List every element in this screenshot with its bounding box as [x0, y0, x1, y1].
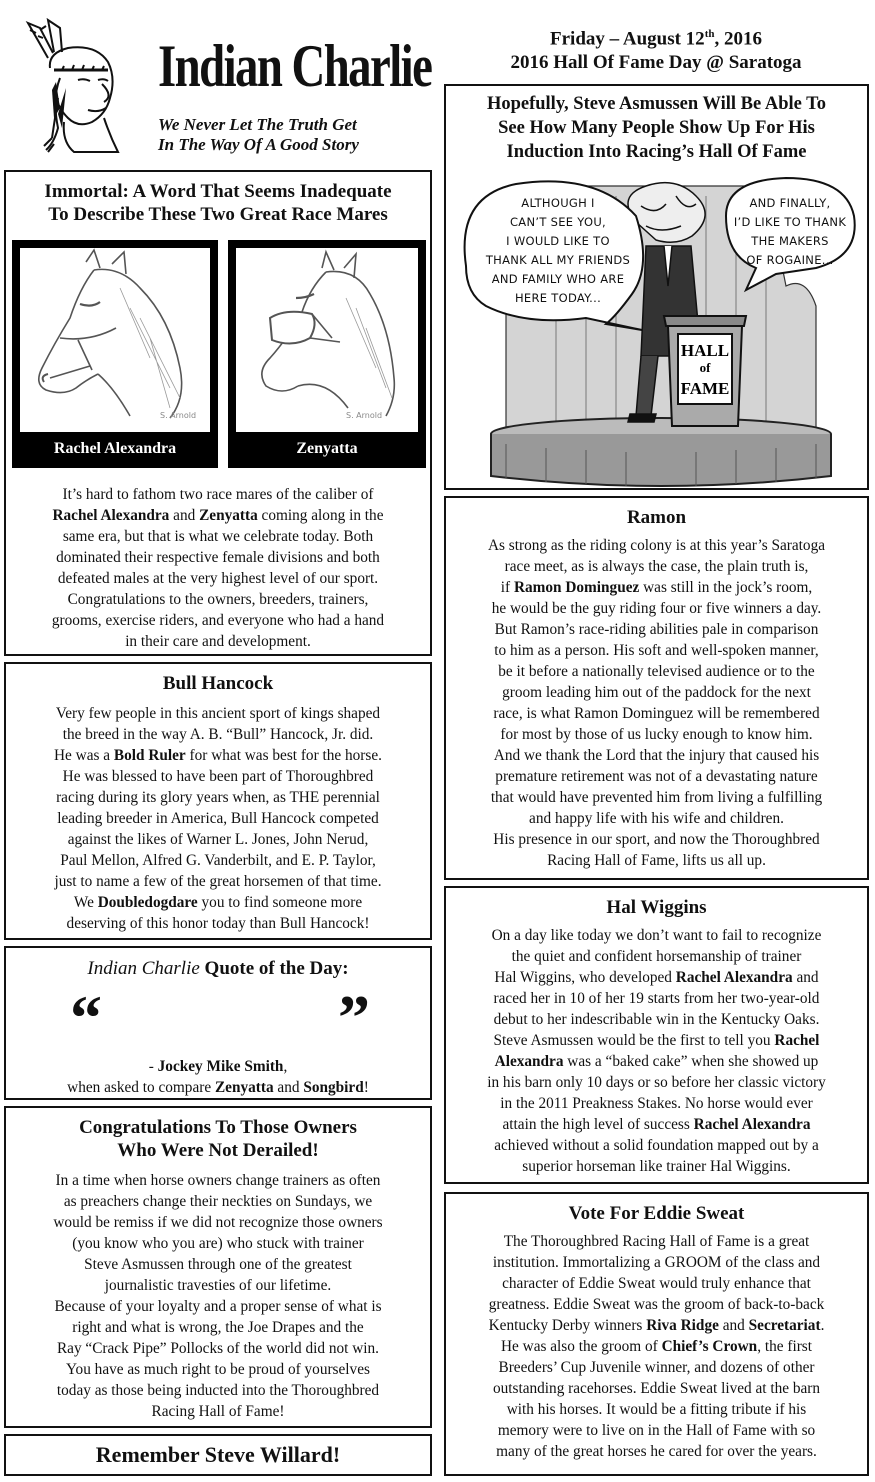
body-line: to him as a person. His soft and well-spoken manner, — [494, 642, 819, 659]
immortal-title-line-2: To Describe These Two Great Race Mares — [48, 204, 388, 225]
span: was still in the jock’s room, — [639, 579, 813, 596]
horse-head-sketch-icon — [236, 248, 418, 432]
body-line: In a time when horse owners change trainers as often — [55, 1172, 381, 1189]
body-line: leading breeder in America, Bull Hancock competed — [57, 810, 379, 827]
alexandra: Alexandra — [494, 1053, 564, 1070]
podium-fame: FAME — [680, 379, 730, 398]
owners-title — [6, 1116, 430, 1162]
hal-wiggins-article — [444, 886, 869, 1184]
span: He was also the groom of — [500, 1338, 662, 1355]
cartoon-article — [444, 84, 869, 490]
cartoon-title-line-3: Induction Into Racing’s Hall Of Fame — [506, 142, 807, 162]
name-zenyatta: Zenyatta — [199, 507, 258, 524]
body-line: Steve Asmussen through one of the greatest — [84, 1256, 352, 1273]
horse-head-sketch-icon — [20, 248, 210, 432]
body-line: just to name a few of the great horsemen of that time. — [54, 873, 382, 890]
body-line: many of the great horses he cared for over the years. — [496, 1443, 817, 1460]
tagline-line-2: In The Way Of A Good Story — [158, 135, 359, 154]
podium-hall: HALL — [680, 341, 730, 360]
body-line: race meet, as is always the case, the plain truth is, — [504, 558, 809, 575]
signature-2: S. Arnold — [346, 411, 383, 420]
span: you to find someone more — [197, 894, 363, 911]
span: and — [169, 507, 200, 524]
signature-1: S. Arnold — [160, 411, 197, 420]
close-quote-mark: ” — [338, 982, 370, 1053]
body-line: same era, but that is what we celebrate today. Both — [62, 528, 374, 545]
stage-platform — [491, 418, 831, 486]
caption-zenyatta: Zenyatta — [296, 440, 358, 457]
body-line: would be remiss if we did not recognize those owners — [53, 1214, 383, 1231]
body-line: for most by those of us lucky enough to know him. — [500, 726, 813, 743]
hal-title: Hal Wiggins — [606, 897, 707, 918]
body-line: in their care and development. — [125, 633, 311, 650]
body-line: in his barn only 10 days or so before her classic victory — [487, 1074, 826, 1091]
bubble-line: AND FINALLY, — [749, 196, 831, 210]
span: - — [148, 1058, 158, 1075]
body-line: Ray “Crack Pipe” Pollocks of the world did not win. — [56, 1340, 380, 1357]
body-line: be it before a nationally televised audience or to the — [498, 663, 815, 680]
riva-ridge: Riva Ridge — [646, 1317, 719, 1334]
rachel-alexandra: Rachel Alexandra — [675, 969, 793, 986]
bubble-line: AND FAMILY WHO ARE — [491, 272, 625, 286]
body-line: Very few people in this ancient sport of kings shaped — [55, 705, 381, 722]
body-line: superior horseman like trainer Hal Wiggins. — [522, 1158, 791, 1175]
bold-ruler: Bold Ruler — [113, 747, 186, 764]
songbird: Songbird — [303, 1079, 364, 1096]
body-line: race, is what Ramon Dominguez will be remembered — [493, 705, 820, 722]
immortal-title-line-1: Immortal: A Word That Seems Inadequate — [44, 181, 392, 202]
body-line — [8, 505, 428, 526]
span: , — [283, 1058, 288, 1075]
span: and — [273, 1079, 304, 1096]
body-line: the breed in the way A. B. “Bull” Hancock, Jr. did. — [62, 726, 374, 743]
dateline-day: Friday – August 12 — [550, 28, 705, 50]
body-line: And we thank the Lord that the injury that caused his — [493, 747, 820, 764]
body-line: But Ramon’s race-riding abilities pale in comparison — [494, 621, 819, 638]
bull-hancock-article — [4, 662, 432, 940]
attr-line-1 — [6, 1056, 430, 1077]
cartoon-title-line-1: Hopefully, Steve Asmussen Will Be Able To — [486, 94, 827, 114]
caption-rachel: Rachel Alexandra — [53, 440, 177, 457]
span: . — [820, 1317, 825, 1334]
span: for what was best for the horse. — [185, 747, 382, 764]
dateline — [440, 22, 872, 75]
span: Kentucky Derby winners — [488, 1317, 647, 1334]
open-quote-mark: “ — [70, 982, 102, 1053]
doubledogdare: Doubledogdare — [97, 894, 198, 911]
ramon-article — [444, 496, 869, 880]
span: coming along in the — [257, 507, 384, 524]
body-line: Congratulations to the owners, breeders, trainers, — [67, 591, 369, 608]
dateline-year: , 2016 — [714, 28, 762, 50]
bubble-left-text — [470, 194, 646, 308]
body-line — [6, 745, 430, 766]
bull-title: Bull Hancock — [162, 673, 274, 694]
body-line: institution. Immortalizing a GROOM of the class and — [492, 1254, 821, 1271]
rachel: Rachel — [774, 1032, 820, 1049]
mike-smith: Jockey Mike Smith — [157, 1058, 284, 1075]
owners-title-line-2: Who Were Not Derailed! — [117, 1140, 319, 1161]
body-line: As strong as the riding colony is at this year’s Saratoga — [487, 537, 826, 554]
body-line: he would be the guy riding four or five winners a day. — [491, 600, 822, 617]
body-line: Breeders’ Cup Juvenile winner, and dozens of other — [498, 1359, 815, 1376]
body-line: Racing Hall of Fame, lifts us all up. — [547, 852, 766, 869]
body-line: On a day like today we don’t want to fail to recognize — [491, 927, 822, 944]
zenyatta: Zenyatta — [214, 1079, 274, 1096]
photo-rachel-alexandra — [12, 240, 218, 468]
body-line — [446, 967, 867, 988]
body-line: character of Eddie Sweat would truly enhance that — [502, 1275, 811, 1292]
body-line: groom leading him out of the paddock for the next — [502, 684, 811, 701]
body-line: journalistic travesties of our lifetime. — [104, 1277, 332, 1294]
body-line: His presence in our sport, and now the Thoroughbred — [493, 831, 820, 848]
span: was a “baked cake” when she showed up — [563, 1053, 819, 1070]
body-line: (you know who you are) who stuck with trainer — [72, 1235, 364, 1252]
body-line: Because of your loyalty and a proper sense of what is — [54, 1298, 382, 1315]
owners-article — [4, 1106, 432, 1428]
span: , the first — [757, 1338, 812, 1355]
body-line: and happy life with his wife and children. — [529, 810, 784, 827]
span: and — [718, 1317, 749, 1334]
cartoon-title — [446, 92, 867, 164]
body-line: in the 2011 Preakness Stakes. No horse would ever — [500, 1095, 813, 1112]
span: attain the high level of success — [502, 1116, 694, 1133]
body-line: Paul Mellon, Alfred G. Vanderbilt, and E. P. Taylor, — [60, 852, 376, 869]
body-line: Racing Hall of Fame! — [151, 1403, 285, 1420]
attr-line-2 — [6, 1077, 430, 1098]
dateline-date — [440, 22, 872, 51]
ramon-title: Ramon — [626, 507, 687, 528]
body-line: memory were to live on in the Hall of Fame with so — [497, 1422, 816, 1439]
sketch-area — [236, 248, 418, 432]
quote-title-italic: Indian Charlie — [87, 958, 200, 979]
quote-attribution — [6, 1056, 430, 1098]
body-line — [446, 1030, 867, 1051]
body-line — [446, 1051, 867, 1072]
owners-title-line-1: Congratulations To Those Owners — [79, 1117, 357, 1138]
willard-box — [4, 1434, 432, 1476]
photo-zenyatta — [228, 240, 426, 468]
masthead-title-wrap — [158, 33, 458, 106]
ramon-body — [446, 535, 867, 871]
owners-body — [6, 1170, 430, 1422]
body-line: greatness. Eddie Sweat was the groom of back-to-back — [488, 1296, 825, 1313]
eddie-body — [446, 1231, 867, 1462]
willard-title: Remember Steve Willard! — [95, 1442, 341, 1467]
body-line: the quiet and confident horsemanship of trainer — [511, 948, 802, 965]
bubble-line: THE MAKERS — [751, 234, 829, 248]
immortal-body — [8, 484, 428, 652]
body-line: He was blessed to have been part of Thoroughbred — [62, 768, 374, 785]
span: Hal Wiggins, who developed — [494, 969, 676, 986]
sketch-area — [20, 248, 210, 432]
bubble-line: THANK ALL MY FRIENDS — [485, 253, 631, 267]
rachel-alexandra: Rachel Alexandra — [693, 1116, 811, 1133]
immortal-article — [4, 170, 432, 656]
body-line: grooms, exercise riders, and everyone who had a hand — [51, 612, 385, 629]
span: We — [73, 894, 98, 911]
body-line: The Thoroughbred Racing Hall of Fame is a great — [503, 1233, 810, 1250]
body-line: raced her in 10 of her 19 starts from her two-year-old — [493, 990, 820, 1007]
cartoon-title-line-2: See How Many People Show Up For His — [498, 118, 815, 138]
span: if — [500, 579, 514, 596]
quote-of-the-day — [4, 946, 432, 1100]
body-line: outstanding racehorses. Eddie Sweat lived at the barn — [492, 1380, 821, 1397]
ramon-dominguez: Ramon Dominguez — [513, 579, 640, 596]
masthead-logo — [18, 18, 148, 158]
bubble-line: HERE TODAY... — [514, 291, 602, 305]
body-line: deserving of this honor today than Bull Hancock! — [66, 915, 370, 932]
name-rachel: Rachel Alexandra — [52, 507, 170, 524]
dateline-event: 2016 Hall Of Fame Day @ Saratoga — [510, 52, 802, 74]
eddie-title: Vote For Eddie Sweat — [568, 1203, 745, 1224]
bubble-line: OF ROGAINE... — [746, 253, 834, 267]
span: He was a — [54, 747, 114, 764]
dateline-sup: th — [704, 28, 715, 40]
bubble-line: ALTHOUGH I — [521, 196, 595, 210]
body-line: against the likes of Warner L. Jones, John Nerud, — [67, 831, 369, 848]
eddie-sweat-article — [444, 1192, 869, 1476]
body-line — [446, 577, 867, 598]
body-line: It’s hard to fathom two race mares of the caliber of — [62, 486, 374, 503]
native-headdress-portrait-icon — [18, 18, 148, 158]
body-line: racing during its glory years when, as THE perennial — [56, 789, 380, 806]
quote-title-bold: Quote of the Day: — [199, 958, 349, 979]
body-line: premature retirement was not of a devastating nature — [495, 768, 818, 785]
podium-of: of — [699, 360, 711, 375]
body-line — [446, 1336, 867, 1357]
masthead-tagline — [158, 115, 428, 155]
body-line: as preachers change their neckties on Sundays, we — [63, 1193, 373, 1210]
body-line: defeated males at the very highest level of our sport. — [57, 570, 379, 587]
quote-title — [6, 958, 430, 980]
bull-body — [6, 703, 430, 934]
chiefs-crown: Chief’s Crown — [661, 1338, 758, 1355]
masthead-title: Indian Charlie — [158, 33, 432, 99]
body-line: right and what is wrong, the Joe Drapes and the — [72, 1319, 364, 1336]
span: ! — [363, 1079, 369, 1096]
body-line: that would have prevented him from living a fulfilling — [490, 789, 823, 806]
hal-body — [446, 925, 867, 1177]
bubble-right-text — [728, 194, 852, 270]
body-line — [446, 1114, 867, 1135]
body-line — [6, 892, 430, 913]
immortal-title — [6, 180, 430, 226]
span: Steve Asmussen would be the first to tell you — [493, 1032, 775, 1049]
bubble-line: I’D LIKE TO THANK — [733, 215, 847, 229]
span: when asked to compare — [67, 1079, 215, 1096]
body-line — [446, 1315, 867, 1336]
bubble-line: CAN’T SEE YOU, — [509, 215, 607, 229]
span: and — [792, 969, 819, 986]
tagline-line-1: We Never Let The Truth Get — [158, 115, 357, 134]
secretariat: Secretariat — [748, 1317, 821, 1334]
body-line: debut to her indescribable win in the Kentucky Oaks. — [493, 1011, 820, 1028]
body-line: today as those being inducted into the Thoroughbred — [56, 1382, 380, 1399]
body-line: dominated their respective female divisions and both — [56, 549, 380, 566]
body-line: achieved without a solid foundation mapped out by a — [494, 1137, 819, 1154]
body-line: with his horses. It would be a fitting tribute if his — [506, 1401, 807, 1418]
body-line: You have as much right to be proud of yourselves — [66, 1361, 370, 1378]
bubble-line: I WOULD LIKE TO — [506, 234, 610, 248]
